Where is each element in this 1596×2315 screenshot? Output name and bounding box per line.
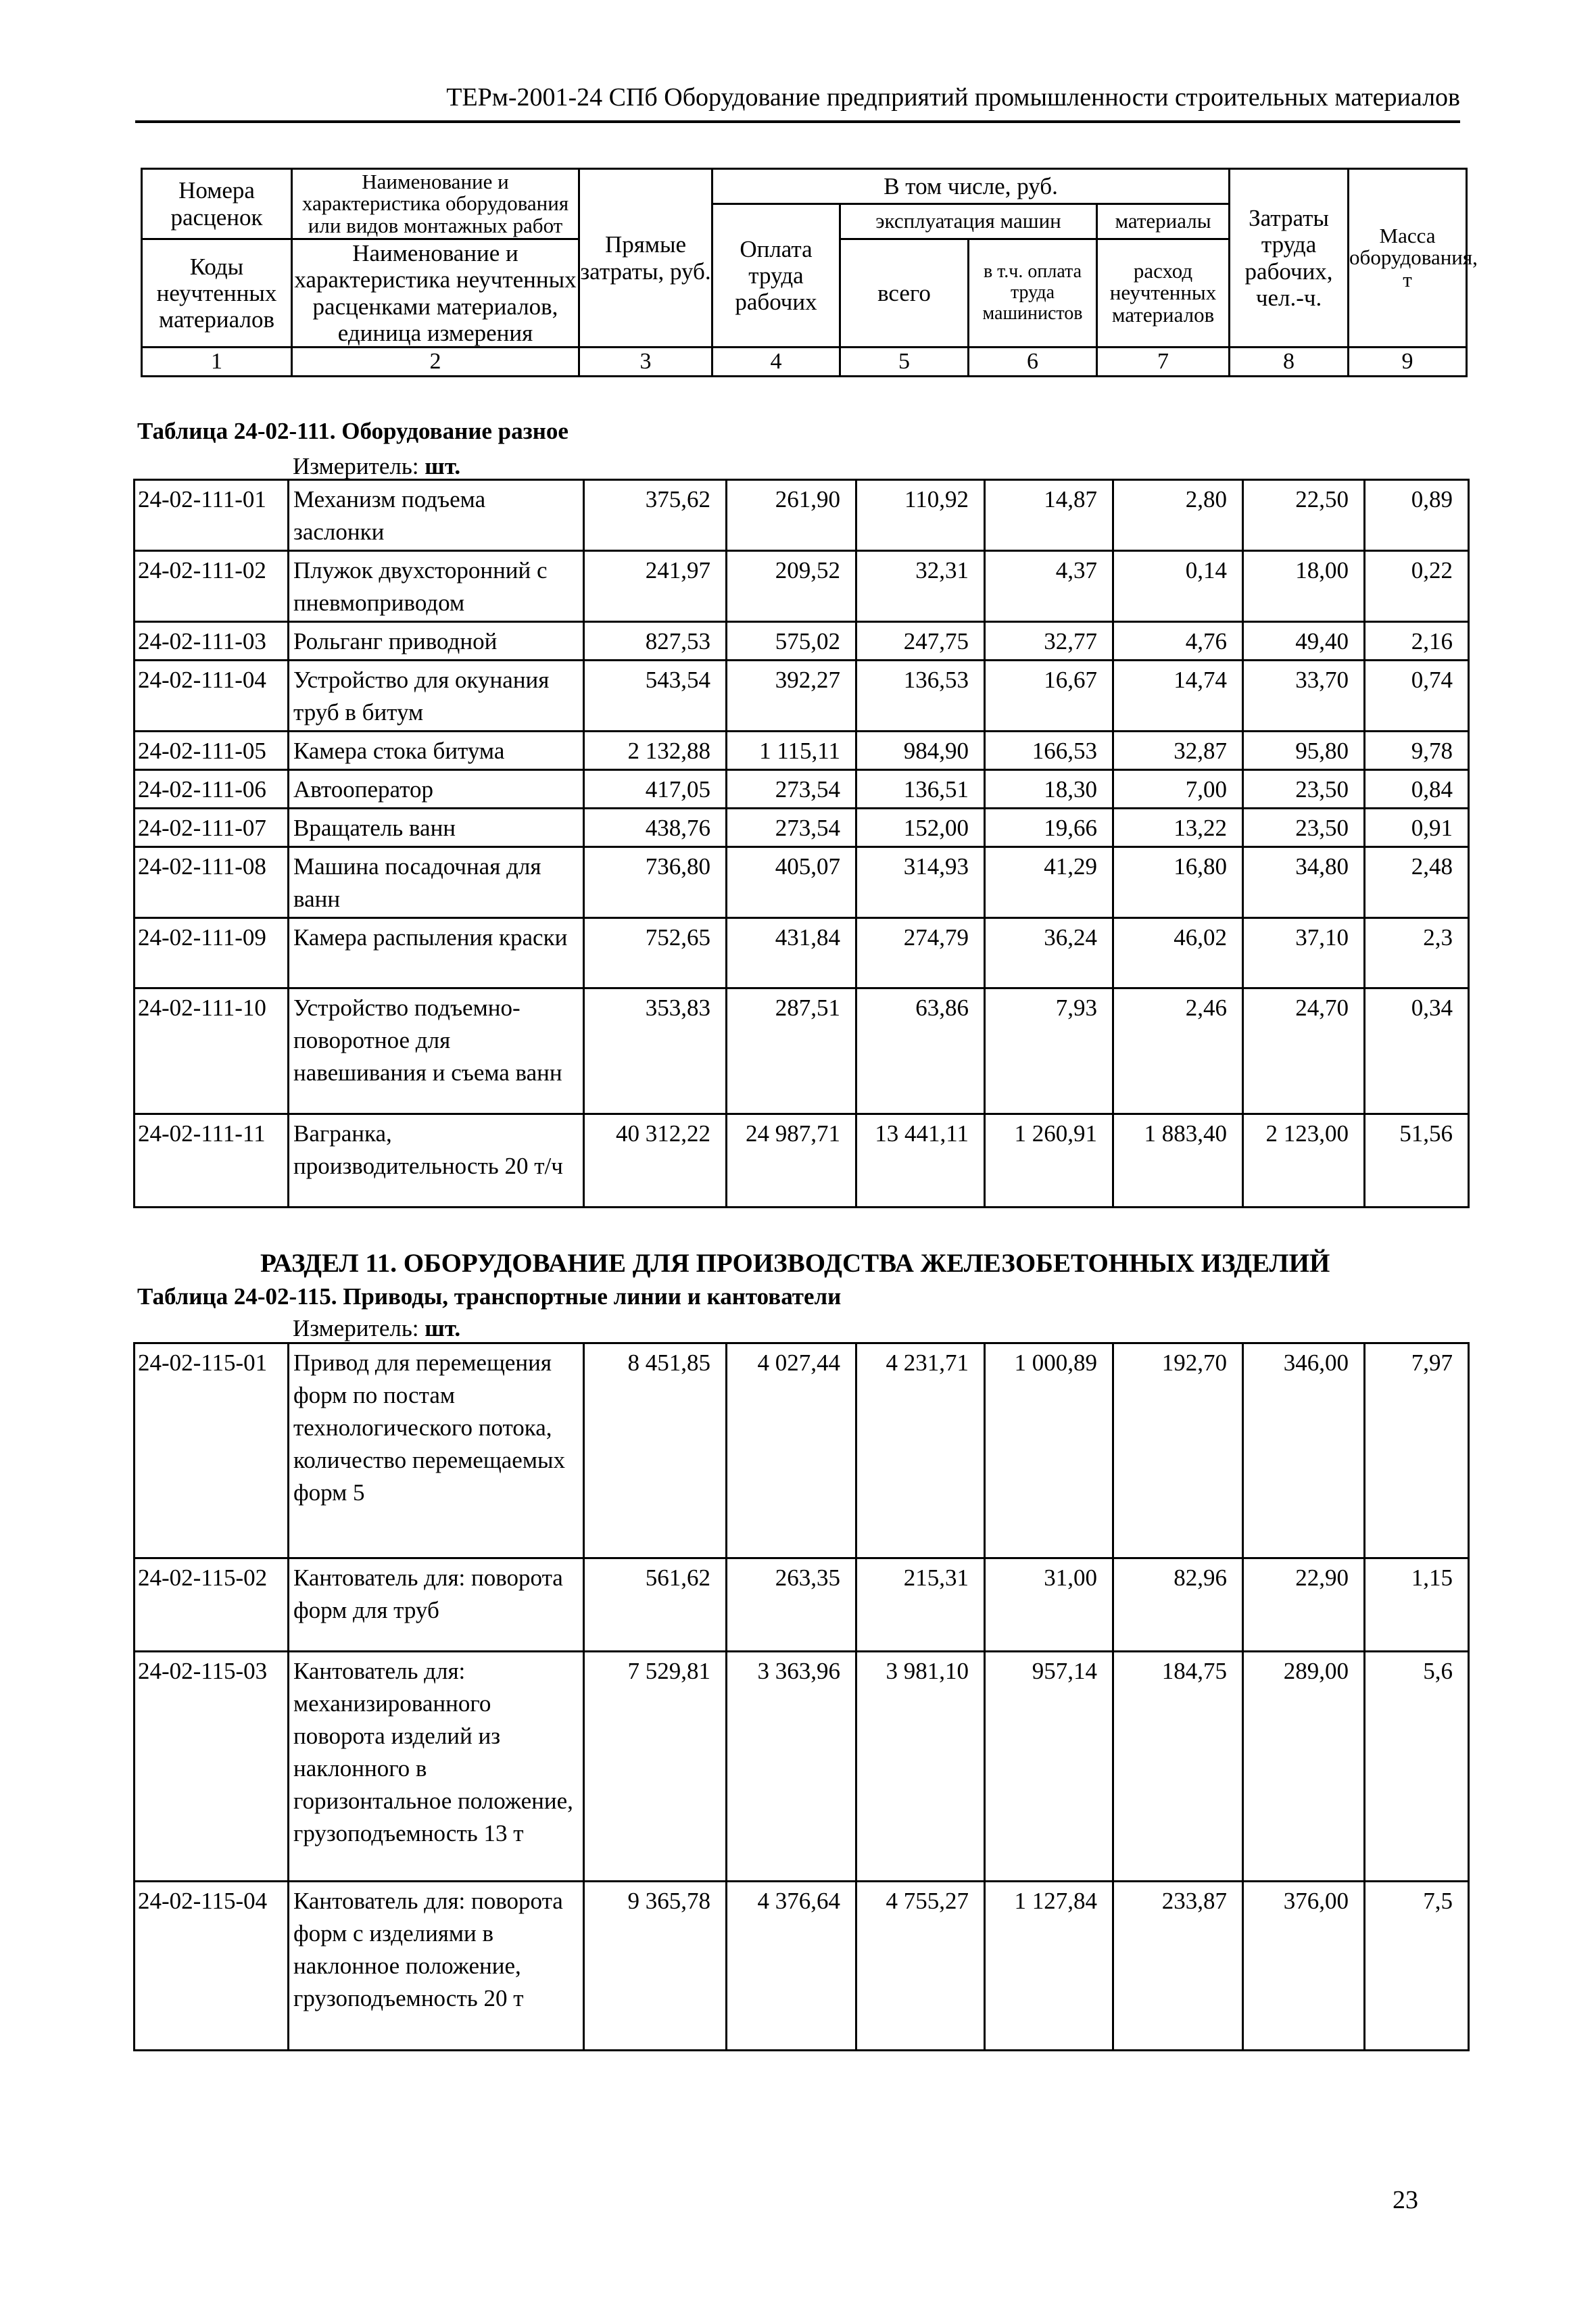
value-c6: 14,87 [985,480,1113,551]
table-row [135,1343,1469,1558]
value-c8: 34,80 [1243,847,1365,918]
value-c3: 40 312,22 [584,1114,727,1208]
value-c6: 41,29 [985,847,1113,918]
value-c4: 431,84 [727,918,856,988]
value-c7: 14,74 [1113,661,1243,732]
equipment-name: Кантователь для: поворота форм для труб [289,1558,584,1652]
column-number: 7 [1097,348,1230,377]
value-c7: 2,80 [1113,480,1243,551]
rate-code: 24-02-111-05 [135,732,289,770]
value-c9: 2,3 [1365,918,1469,988]
value-c8: 289,00 [1243,1652,1365,1882]
value-c5: 13 441,11 [856,1114,985,1208]
value-c7: 46,02 [1113,918,1243,988]
running-title: ТЕРм-2001-24 СПб Оборудование предприятий промышленности строительных материалов [135,82,1460,123]
table-row [135,732,1469,770]
equipment-name: Кантователь для: поворота форм с изделиями в наклонное положение, грузоподъемность 20 т [289,1882,584,2051]
rate-code: 24-02-111-11 [135,1114,289,1208]
header-worker-wages: Оплата труда рабочих [712,204,840,348]
value-c8: 376,00 [1243,1882,1365,2051]
value-c9: 7,5 [1365,1882,1469,2051]
value-c3: 827,53 [584,622,727,661]
header-unaccounted-materials: Наименование и характеристика неучтенных расценками материалов, единица измерения [292,239,579,348]
header-operator-wages: в т.ч. оплата труда машинистов [969,239,1097,348]
table-row [135,1558,1469,1652]
value-c5: 152,00 [856,809,985,847]
value-c4: 392,27 [727,661,856,732]
table-row [135,551,1469,622]
header-rate-numbers: Номера расценок [142,169,292,239]
value-c6: 1 260,91 [985,1114,1113,1208]
value-c9: 0,22 [1365,551,1469,622]
table-row [135,1882,1469,2051]
equipment-name: Рольганг приводной [289,622,584,661]
rate-code: 24-02-111-02 [135,551,289,622]
value-c8: 49,40 [1243,622,1365,661]
value-c7: 32,87 [1113,732,1243,770]
value-c4: 1 115,11 [727,732,856,770]
value-c5: 4 231,71 [856,1343,985,1558]
equipment-name: Камера распыления краски [289,918,584,988]
value-c6: 1 127,84 [985,1882,1113,2051]
column-number: 6 [969,348,1097,377]
measure-label: Измеритель: [293,1315,419,1341]
value-c4: 4 027,44 [727,1343,856,1558]
value-c9: 9,78 [1365,732,1469,770]
table-row [135,988,1469,1114]
column-number: 5 [840,348,969,377]
equipment-name: Устройство подъемно-поворотное для навешивания и съема ванн [289,988,584,1114]
header-machines-total: всего [840,239,969,348]
value-c4: 405,07 [727,847,856,918]
value-c4: 287,51 [727,988,856,1114]
value-c4: 273,54 [727,809,856,847]
rate-code: 24-02-111-03 [135,622,289,661]
table1-title: Таблица 24-02-111. Оборудование разное [137,418,569,444]
rate-code: 24-02-115-03 [135,1652,289,1882]
table-row [135,661,1469,732]
measure-label: Измеритель: [293,453,419,479]
table-row [135,847,1469,918]
value-c3: 561,62 [584,1558,727,1652]
column-number: 8 [1230,348,1349,377]
value-c3: 9 365,78 [584,1882,727,2051]
value-c4: 263,35 [727,1558,856,1652]
equipment-name: Камера стока битума [289,732,584,770]
value-c5: 110,92 [856,480,985,551]
value-c9: 1,15 [1365,1558,1469,1652]
value-c5: 136,51 [856,770,985,809]
value-c5: 32,31 [856,551,985,622]
value-c3: 543,54 [584,661,727,732]
value-c6: 18,30 [985,770,1113,809]
value-c5: 314,93 [856,847,985,918]
table-row [135,1652,1469,1882]
header-unaccounted-codes: Коды неучтенных материалов [142,239,292,348]
equipment-name: Устройство для окунания труб в битум [289,661,584,732]
value-c6: 7,93 [985,988,1113,1114]
value-c3: 8 451,85 [584,1343,727,1558]
value-c4: 575,02 [727,622,856,661]
value-c8: 95,80 [1243,732,1365,770]
rate-code: 24-02-111-06 [135,770,289,809]
page-number: 23 [1393,2186,1418,2214]
value-c9: 0,74 [1365,661,1469,732]
value-c9: 2,48 [1365,847,1469,918]
header-materials-usage: расход неучтенных материалов [1097,239,1230,348]
equipment-name: Привод для перемещения форм по постам технологического потока, количество перемещаемых форм 5 [289,1343,584,1558]
value-c4: 3 363,96 [727,1652,856,1882]
value-c7: 184,75 [1113,1652,1243,1882]
value-c5: 215,31 [856,1558,985,1652]
value-c6: 31,00 [985,1558,1113,1652]
rate-code: 24-02-115-01 [135,1343,289,1558]
value-c7: 2,46 [1113,988,1243,1114]
rate-code: 24-02-111-09 [135,918,289,988]
value-c7: 192,70 [1113,1343,1243,1558]
table2-title: Таблица 24-02-115. Приводы, транспортные линии и кантователи [137,1283,842,1310]
measure-unit: шт. [425,453,461,479]
rate-code: 24-02-111-01 [135,480,289,551]
value-c6: 957,14 [985,1652,1113,1882]
equipment-name: Машина посадочная для ванн [289,847,584,918]
value-c9: 0,89 [1365,480,1469,551]
table1-measure [293,453,460,480]
value-c6: 16,67 [985,661,1113,732]
value-c8: 22,90 [1243,1558,1365,1652]
equipment-name: Вагранка, производительность 20 т/ч [289,1114,584,1208]
value-c5: 247,75 [856,622,985,661]
table-24-02-115 [133,1342,1470,2051]
column-number: 4 [712,348,840,377]
header-equipment-name: Наименование и характеристика оборудования или видов монтажных работ [292,169,579,239]
rate-code: 24-02-115-04 [135,1882,289,2051]
header-labor-costs: Затраты труда рабочих, чел.-ч. [1230,169,1349,348]
equipment-name: Вращатель ванн [289,809,584,847]
header-materials: материалы [1097,204,1230,239]
header-equipment-mass: Масса оборудования, т [1349,169,1467,348]
column-number-row [142,348,1467,377]
value-c8: 18,00 [1243,551,1365,622]
value-c7: 0,14 [1113,551,1243,622]
header-direct-costs: Прямые затраты, руб. [579,169,712,348]
equipment-name: Плужок двухсторонний с пневмоприводом [289,551,584,622]
table-row [135,809,1469,847]
value-c6: 4,37 [985,551,1113,622]
equipment-name: Кантователь для: механизированного поворота изделий из наклонного в горизонтальное положение, грузоподъемность 13 т [289,1652,584,1882]
rate-code: 24-02-111-04 [135,661,289,732]
value-c4: 273,54 [727,770,856,809]
value-c8: 346,00 [1243,1343,1365,1558]
equipment-name: Механизм подъема заслонки [289,480,584,551]
value-c8: 24,70 [1243,988,1365,1114]
value-c9: 51,56 [1365,1114,1469,1208]
value-c8: 22,50 [1243,480,1365,551]
value-c5: 984,90 [856,732,985,770]
header-machine-operation: эксплуатация машин [840,204,1097,239]
value-c7: 16,80 [1113,847,1243,918]
rate-code: 24-02-111-08 [135,847,289,918]
table-row [135,918,1469,988]
value-c7: 13,22 [1113,809,1243,847]
column-number: 1 [142,348,292,377]
table-24-02-111 [133,479,1470,1208]
value-c4: 24 987,71 [727,1114,856,1208]
value-c9: 5,6 [1365,1652,1469,1882]
value-c8: 2 123,00 [1243,1114,1365,1208]
value-c3: 375,62 [584,480,727,551]
value-c4: 261,90 [727,480,856,551]
value-c7: 1 883,40 [1113,1114,1243,1208]
header-including: В том числе, руб. [712,169,1230,204]
value-c5: 136,53 [856,661,985,732]
value-c3: 353,83 [584,988,727,1114]
value-c4: 4 376,64 [727,1882,856,2051]
column-number: 2 [292,348,579,377]
value-c4: 209,52 [727,551,856,622]
value-c6: 32,77 [985,622,1113,661]
value-c8: 23,50 [1243,809,1365,847]
value-c8: 37,10 [1243,918,1365,988]
table-row [135,480,1469,551]
rate-code: 24-02-111-07 [135,809,289,847]
value-c3: 2 132,88 [584,732,727,770]
value-c3: 438,76 [584,809,727,847]
value-c3: 752,65 [584,918,727,988]
rate-code: 24-02-115-02 [135,1558,289,1652]
value-c9: 0,34 [1365,988,1469,1114]
value-c9: 7,97 [1365,1343,1469,1558]
equipment-name: Автооператор [289,770,584,809]
column-header-table [141,168,1478,377]
value-c7: 233,87 [1113,1882,1243,2051]
value-c5: 274,79 [856,918,985,988]
value-c9: 0,84 [1365,770,1469,809]
table-row [135,622,1469,661]
value-c8: 33,70 [1243,661,1365,732]
measure-unit: шт. [425,1315,461,1341]
value-c5: 63,86 [856,988,985,1114]
value-c3: 241,97 [584,551,727,622]
value-c5: 3 981,10 [856,1652,985,1882]
value-c6: 1 000,89 [985,1343,1113,1558]
value-c6: 19,66 [985,809,1113,847]
value-c9: 0,91 [1365,809,1469,847]
value-c6: 166,53 [985,732,1113,770]
value-c6: 36,24 [985,918,1113,988]
value-c7: 7,00 [1113,770,1243,809]
column-number: 9 [1349,348,1467,377]
column-number: 3 [579,348,712,377]
section-title: РАЗДЕЛ 11. ОБОРУДОВАНИЕ ДЛЯ ПРОИЗВОДСТВА ЖЕЛЕЗОБЕТОННЫХ ИЗДЕЛИЙ [260,1249,1330,1278]
value-c5: 4 755,27 [856,1882,985,2051]
rate-code: 24-02-111-10 [135,988,289,1114]
value-c3: 736,80 [584,847,727,918]
value-c9: 2,16 [1365,622,1469,661]
table-row [135,770,1469,809]
value-c3: 7 529,81 [584,1652,727,1882]
value-c8: 23,50 [1243,770,1365,809]
value-c7: 82,96 [1113,1558,1243,1652]
table2-measure [293,1315,460,1342]
table-row [135,1114,1469,1208]
value-c3: 417,05 [584,770,727,809]
value-c7: 4,76 [1113,622,1243,661]
